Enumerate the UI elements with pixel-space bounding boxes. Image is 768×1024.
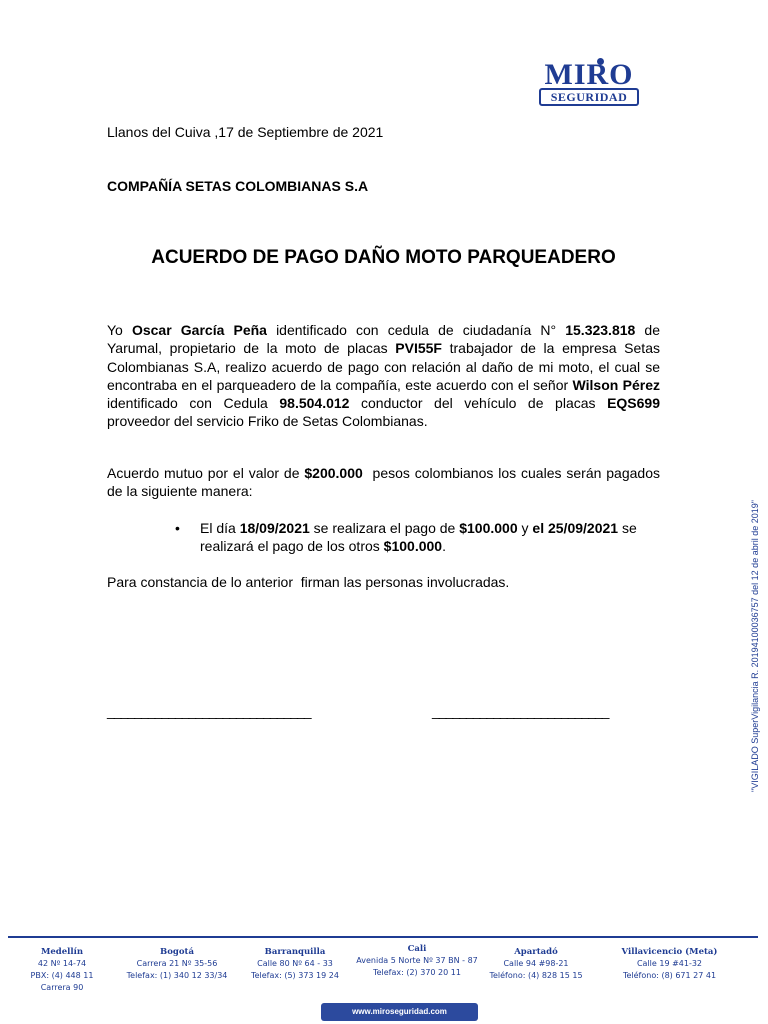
office-line: Calle 80 Nº 64 - 33: [257, 959, 333, 968]
text: Yo: [107, 322, 132, 338]
document-title: ACUERDO DE PAGO DAÑO MOTO PARQUEADERO: [151, 247, 616, 268]
payment-amount-1: $100.000: [459, 520, 518, 536]
recipient-company: COMPAÑÍA SETAS COLOMBIANAS S.A: [107, 178, 369, 194]
bullet-symbol: •: [175, 520, 180, 536]
payment-date-2: 25/09/2021: [547, 520, 619, 536]
office-line: Teléfono: (8) 671 27 41: [622, 971, 717, 980]
text: pesos colombianos los cuales serán pagados de la siguiente manera:: [107, 465, 664, 500]
text: identificado con cedula de ciudadanía N°: [266, 322, 566, 338]
office-line: PBX: (4) 448 11: [30, 971, 94, 980]
supervision-note: "VIGILADO SuperVigilancia R. 20194100036757 del 12 de abril de 2019": [750, 500, 760, 792]
office-line: Carrera 21 Nº 35-56: [136, 959, 218, 968]
office-line: Teléfono: (4) 828 15 15: [489, 971, 583, 980]
footer-divider: [8, 936, 758, 938]
text: identificado con Cedula: [107, 395, 280, 412]
office-city: Cali: [407, 944, 427, 954]
office-apartado: [481, 946, 591, 982]
signature-line-2: __________________________: [432, 703, 609, 719]
office-line: Telefax: (2) 370 20 11: [373, 968, 461, 977]
office-villavicencio: [612, 946, 727, 982]
office-city: Medellín: [40, 947, 84, 957]
text: El día: [200, 520, 240, 536]
payment-schedule-text: [200, 519, 662, 556]
motorcycle-plate: PVI55F: [395, 340, 442, 357]
total-amount: $200.000: [304, 465, 363, 481]
office-line: Calle 19 #41-32: [636, 959, 703, 968]
agreement-paragraph: [107, 321, 672, 431]
text: de Yarumal, propietario de la moto de placas: [107, 322, 661, 357]
office-line: Telefax: (5) 373 19 24: [251, 971, 339, 980]
office-line: Telefax: (1) 340 12 33/34: [126, 971, 228, 980]
office-line: Calle 94 #98-21: [503, 959, 569, 968]
office-city: Apartadó: [514, 947, 558, 957]
text: proveedor del servicio Friko de Setas Colombianas.: [107, 395, 672, 430]
office-city: Barranquilla: [264, 947, 326, 957]
office-cali: [348, 943, 486, 979]
text: el: [532, 520, 545, 536]
text: Acuerdo mutuo por el valor de: [107, 465, 305, 481]
office-line: 42 Nº 14-74: [37, 959, 87, 968]
driver-name: Wilson Pérez: [572, 376, 661, 393]
text: conductor del vehículo de placas: [349, 395, 608, 412]
text: trabajador de la empresa Setas Colombianas S.A, realizo acuerdo de pago con relación al daño de mi moto, el cual se encontraba en el parqueadero de la compañía, este acuerdo con el señor: [107, 340, 660, 393]
office-medellin: [20, 946, 104, 994]
office-city: Villavicencio (Meta): [621, 947, 718, 957]
text: se realizará el pago de los otros: [200, 520, 637, 555]
office-bogota: [118, 946, 236, 982]
office-city: Bogotá: [160, 947, 194, 957]
closing-paragraph: Para constancia de lo anterior firman las personas involucradas.: [107, 574, 510, 590]
driver-id: 98.504.012: [279, 395, 350, 412]
text: .: [442, 538, 446, 555]
website-link[interactable]: www.miroseguridad.com: [321, 1003, 478, 1021]
text: se realizara el pago de: [309, 520, 460, 536]
company-logo: [530, 58, 648, 114]
payment-amount-2: $100.000: [383, 538, 443, 555]
date-line: Llanos del Cuiva ,17 de Septiembre de 2021: [107, 124, 384, 140]
payment-date-1: 18/09/2021: [239, 520, 310, 536]
amount-paragraph: [107, 464, 664, 501]
logo-name: MIRO: [544, 58, 634, 91]
owner-name: Oscar García Peña: [131, 322, 267, 338]
logo-tagline: SEGURIDAD: [539, 88, 639, 106]
office-line: Carrera 90: [40, 983, 84, 992]
vehicle-plate: EQS699: [607, 395, 660, 412]
owner-id: 15.323.818: [565, 322, 636, 338]
office-barranquilla: [243, 946, 347, 982]
signature-line-1: ______________________________: [107, 703, 311, 719]
text: y: [517, 520, 533, 536]
office-line: Avenida 5 Norte Nº 37 BN - 87: [356, 956, 478, 965]
